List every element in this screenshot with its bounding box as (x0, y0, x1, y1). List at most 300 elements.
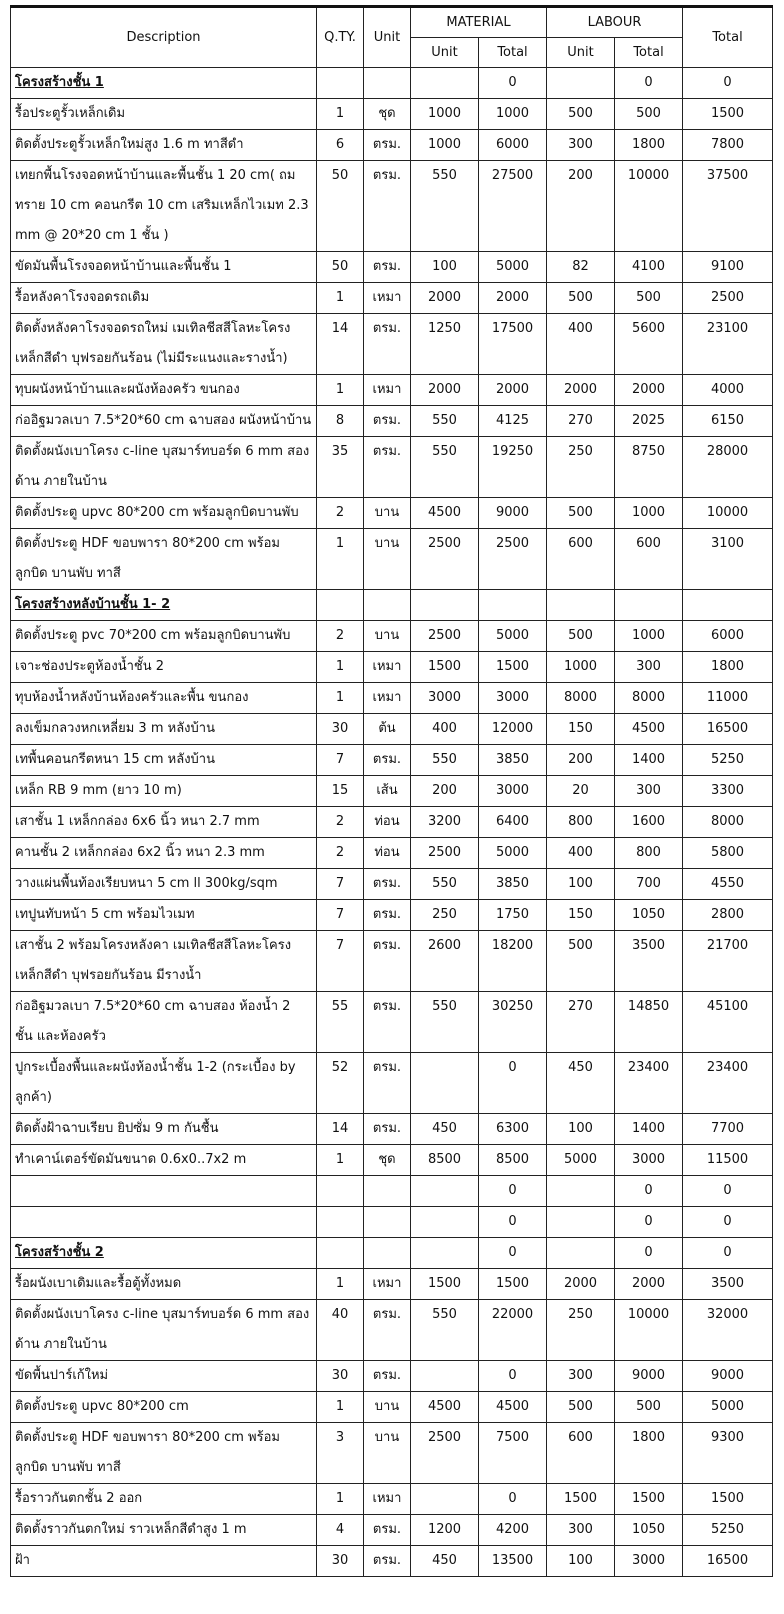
material-unit-cell: 4500 (411, 498, 479, 529)
table-row (11, 869, 773, 900)
labour-unit-cell: 100 (547, 1114, 615, 1145)
labour-unit-cell: 500 (547, 621, 615, 652)
labour-total-cell: 1000 (615, 621, 683, 652)
description-cell: ฝ้า (11, 1546, 317, 1577)
labour-total-cell: 1400 (615, 1114, 683, 1145)
qty-cell: 35 (317, 437, 364, 498)
total-cell: 6150 (683, 406, 773, 437)
header-qty: Q.TY. (317, 7, 364, 68)
material-total-cell (479, 590, 547, 621)
unit-cell: บาน (364, 529, 411, 590)
qty-cell: 1 (317, 1484, 364, 1515)
labour-total-cell: 300 (615, 776, 683, 807)
material-unit-cell: 100 (411, 252, 479, 283)
material-unit-cell (411, 1176, 479, 1207)
labour-total-cell: 3000 (615, 1546, 683, 1577)
labour-total-cell (615, 590, 683, 621)
material-unit-cell: 250 (411, 900, 479, 931)
material-unit-cell: 1250 (411, 314, 479, 375)
unit-cell: ตรม. (364, 161, 411, 252)
unit-cell: บาน (364, 621, 411, 652)
labour-unit-cell: 150 (547, 900, 615, 931)
labour-unit-cell: 150 (547, 714, 615, 745)
material-total-cell: 4125 (479, 406, 547, 437)
material-total-cell: 0 (479, 1053, 547, 1114)
material-unit-cell: 2500 (411, 529, 479, 590)
labour-unit-cell: 500 (547, 99, 615, 130)
unit-cell: บาน (364, 498, 411, 529)
material-total-cell: 5000 (479, 621, 547, 652)
total-cell: 3300 (683, 776, 773, 807)
qty-cell: 2 (317, 807, 364, 838)
table-row (11, 283, 773, 314)
labour-total-cell: 2000 (615, 375, 683, 406)
qty-cell: 1 (317, 683, 364, 714)
material-total-cell: 1500 (479, 652, 547, 683)
labour-unit-cell: 1000 (547, 652, 615, 683)
material-total-cell: 6400 (479, 807, 547, 838)
table-row (11, 437, 773, 498)
labour-total-cell: 500 (615, 99, 683, 130)
labour-unit-cell: 400 (547, 838, 615, 869)
total-cell: 23400 (683, 1053, 773, 1114)
material-total-cell: 18200 (479, 931, 547, 992)
material-unit-cell: 1200 (411, 1515, 479, 1546)
qty-cell: 50 (317, 252, 364, 283)
qty-cell (317, 68, 364, 99)
labour-total-cell: 0 (615, 68, 683, 99)
description-cell: รื้อหลังคาโรงจอดรถเดิม (11, 283, 317, 314)
total-cell: 9100 (683, 252, 773, 283)
material-unit-cell: 1000 (411, 99, 479, 130)
material-total-cell: 3850 (479, 745, 547, 776)
labour-unit-cell: 2000 (547, 1269, 615, 1300)
total-cell: 37500 (683, 161, 773, 252)
labour-unit-cell: 100 (547, 869, 615, 900)
qty-cell: 1 (317, 1145, 364, 1176)
unit-cell: ชุด (364, 1145, 411, 1176)
qty-cell: 2 (317, 498, 364, 529)
total-cell: 1500 (683, 1484, 773, 1515)
total-cell: 16500 (683, 714, 773, 745)
description-cell: ติดตั้งประตู HDF ขอบพารา 80*200 cm พร้อมลูกบิด บานพับ ทาสี (11, 529, 317, 590)
description-cell: เทปูนทับหน้า 5 cm พร้อมไวเมท (11, 900, 317, 931)
qty-cell (317, 1238, 364, 1269)
labour-unit-cell: 1500 (547, 1484, 615, 1515)
unit-cell: ตรม. (364, 252, 411, 283)
labour-total-cell: 1050 (615, 1515, 683, 1546)
labour-unit-cell: 450 (547, 1053, 615, 1114)
material-total-cell: 4200 (479, 1515, 547, 1546)
table-row (11, 1546, 773, 1577)
material-unit-cell: 550 (411, 992, 479, 1053)
labour-unit-cell: 5000 (547, 1145, 615, 1176)
unit-cell: ตรม. (364, 931, 411, 992)
labour-total-cell: 0 (615, 1207, 683, 1238)
qty-cell: 1 (317, 283, 364, 314)
total-cell: 5250 (683, 1515, 773, 1546)
material-unit-cell: 2500 (411, 838, 479, 869)
table-row (11, 1361, 773, 1392)
total-cell: 28000 (683, 437, 773, 498)
material-unit-cell: 1500 (411, 652, 479, 683)
table-row (11, 621, 773, 652)
header-material: MATERIAL (411, 7, 547, 38)
labour-unit-cell: 400 (547, 314, 615, 375)
labour-total-cell: 1050 (615, 900, 683, 931)
unit-cell: ชุด (364, 99, 411, 130)
total-cell: 45100 (683, 992, 773, 1053)
unit-cell: ตรม. (364, 314, 411, 375)
material-total-cell: 7500 (479, 1423, 547, 1484)
material-total-cell: 3850 (479, 869, 547, 900)
unit-cell: บาน (364, 1392, 411, 1423)
material-total-cell: 3000 (479, 776, 547, 807)
labour-unit-cell: 800 (547, 807, 615, 838)
total-cell: 9000 (683, 1361, 773, 1392)
qty-cell: 7 (317, 931, 364, 992)
labour-total-cell: 3000 (615, 1145, 683, 1176)
material-total-cell: 8500 (479, 1145, 547, 1176)
qty-cell: 14 (317, 314, 364, 375)
material-total-cell: 6300 (479, 1114, 547, 1145)
qty-cell: 7 (317, 869, 364, 900)
material-unit-cell (411, 68, 479, 99)
total-cell: 21700 (683, 931, 773, 992)
unit-cell: ต้น (364, 714, 411, 745)
table-row (11, 406, 773, 437)
description-cell: เหล็ก RB 9 mm (ยาว 10 m) (11, 776, 317, 807)
labour-unit-cell (547, 1238, 615, 1269)
description-cell (11, 1176, 317, 1207)
material-total-cell: 2000 (479, 375, 547, 406)
labour-unit-cell: 500 (547, 931, 615, 992)
total-cell: 11500 (683, 1145, 773, 1176)
header-description: Description (11, 7, 317, 68)
unit-cell (364, 1238, 411, 1269)
qty-cell: 6 (317, 130, 364, 161)
description-cell: ก่ออิฐมวลเบา 7.5*20*60 cm ฉาบสอง ห้องน้ำ 2 ชั้น และห้องครัว (11, 992, 317, 1053)
labour-total-cell: 2025 (615, 406, 683, 437)
description-cell: ทุบผนังหน้าบ้านและผนังห้องครัว ขนกอง (11, 375, 317, 406)
material-total-cell: 0 (479, 1176, 547, 1207)
total-cell: 6000 (683, 621, 773, 652)
material-unit-cell: 550 (411, 869, 479, 900)
description-cell: รื้อผนังเบาเดิมและรื้อตู้ทั้งหมด (11, 1269, 317, 1300)
qty-cell: 30 (317, 1361, 364, 1392)
table-row (11, 1300, 773, 1361)
labour-total-cell: 300 (615, 652, 683, 683)
description-cell: ทุบห้องน้ำหลังบ้านห้องครัวและพื้น ขนกอง (11, 683, 317, 714)
qty-cell (317, 590, 364, 621)
table-row (11, 992, 773, 1053)
material-total-cell: 0 (479, 1361, 547, 1392)
table-row (11, 683, 773, 714)
labour-unit-cell: 300 (547, 1515, 615, 1546)
table-header (11, 7, 773, 68)
table-row (11, 314, 773, 375)
total-cell: 2800 (683, 900, 773, 931)
material-unit-cell: 550 (411, 161, 479, 252)
header-unit: Unit (364, 7, 411, 68)
material-unit-cell: 550 (411, 745, 479, 776)
description-cell: ติดตั้งประตู pvc 70*200 cm พร้อมลูกบิดบานพับ (11, 621, 317, 652)
description-cell: ติดตั้งผนังเบาโครง c-line บุสมาร์ทบอร์ด 6 mm สอง ด้าน ภายในบ้าน (11, 437, 317, 498)
qty-cell: 14 (317, 1114, 364, 1145)
description-cell: ติดตั้งประตูรั้วเหล็กใหม่สูง 1.6 m ทาสีดำ (11, 130, 317, 161)
unit-cell: ตรม. (364, 1361, 411, 1392)
qty-cell: 4 (317, 1515, 364, 1546)
labour-total-cell: 800 (615, 838, 683, 869)
total-cell: 32000 (683, 1300, 773, 1361)
unit-cell: เหมา (364, 652, 411, 683)
material-total-cell: 13500 (479, 1546, 547, 1577)
total-cell: 2500 (683, 283, 773, 314)
total-cell: 3100 (683, 529, 773, 590)
unit-cell: ตรม. (364, 1546, 411, 1577)
description-cell: เจาะช่องประตูห้องน้ำชั้น 2 (11, 652, 317, 683)
unit-cell: ตรม. (364, 1053, 411, 1114)
labour-total-cell: 600 (615, 529, 683, 590)
labour-unit-cell: 250 (547, 1300, 615, 1361)
table-row (11, 1176, 773, 1207)
labour-total-cell: 1500 (615, 1484, 683, 1515)
header-total: Total (683, 7, 773, 68)
table-row (11, 529, 773, 590)
table-row (11, 745, 773, 776)
unit-cell: ตรม. (364, 869, 411, 900)
material-unit-cell: 2600 (411, 931, 479, 992)
labour-total-cell: 1800 (615, 130, 683, 161)
description-cell: ติดตั้งราวกันตกใหม่ ราวเหล็กสีดำสูง 1 m (11, 1515, 317, 1546)
material-unit-cell (411, 590, 479, 621)
description-cell: ติดตั้งประตู upvc 80*200 cm (11, 1392, 317, 1423)
unit-cell: เหมา (364, 1484, 411, 1515)
qty-cell: 1 (317, 1269, 364, 1300)
table-body (11, 68, 773, 1577)
qty-cell (317, 1207, 364, 1238)
header-labour: LABOUR (547, 7, 683, 38)
labour-total-cell: 1800 (615, 1423, 683, 1484)
material-total-cell: 1000 (479, 99, 547, 130)
unit-cell: เหมา (364, 1269, 411, 1300)
qty-cell: 30 (317, 1546, 364, 1577)
description-cell: คานชั้น 2 เหล็กกล่อง 6x2 นิ้ว หนา 2.3 mm (11, 838, 317, 869)
total-cell: 7800 (683, 130, 773, 161)
table-row (11, 931, 773, 992)
material-unit-cell: 8500 (411, 1145, 479, 1176)
labour-unit-cell: 270 (547, 992, 615, 1053)
section-header-row (11, 1238, 773, 1269)
table-row (11, 652, 773, 683)
labour-unit-cell: 100 (547, 1546, 615, 1577)
labour-unit-cell: 500 (547, 498, 615, 529)
header-labour-total: Total (615, 38, 683, 68)
total-cell: 5250 (683, 745, 773, 776)
material-unit-cell: 1000 (411, 130, 479, 161)
description-cell: รื้อประตูรั้วเหล็กเดิม (11, 99, 317, 130)
labour-total-cell: 9000 (615, 1361, 683, 1392)
qty-cell: 15 (317, 776, 364, 807)
qty-cell: 50 (317, 161, 364, 252)
labour-total-cell: 0 (615, 1176, 683, 1207)
labour-total-cell: 23400 (615, 1053, 683, 1114)
description-cell: ทำเคาน์เตอร์ขัดมันขนาด 0.6x0..7x2 m (11, 1145, 317, 1176)
material-total-cell: 30250 (479, 992, 547, 1053)
unit-cell: ตรม. (364, 130, 411, 161)
qty-cell: 1 (317, 1392, 364, 1423)
material-total-cell: 0 (479, 1484, 547, 1515)
description-cell: เสาชั้น 1 เหล็กกล่อง 6x6 นิ้ว หนา 2.7 mm (11, 807, 317, 838)
material-total-cell: 19250 (479, 437, 547, 498)
material-total-cell: 1750 (479, 900, 547, 931)
labour-unit-cell: 600 (547, 529, 615, 590)
unit-cell (364, 590, 411, 621)
labour-unit-cell (547, 1176, 615, 1207)
description-cell: ติดตั้งประตู upvc 80*200 cm พร้อมลูกบิดบานพับ (11, 498, 317, 529)
description-cell: เทพื้นคอนกรีตหนา 15 cm หลังบ้าน (11, 745, 317, 776)
total-cell: 3500 (683, 1269, 773, 1300)
table-row (11, 1515, 773, 1546)
material-total-cell: 0 (479, 1207, 547, 1238)
labour-total-cell: 3500 (615, 931, 683, 992)
total-cell: 0 (683, 1207, 773, 1238)
labour-total-cell: 10000 (615, 161, 683, 252)
total-cell: 5800 (683, 838, 773, 869)
material-total-cell: 0 (479, 1238, 547, 1269)
table-row (11, 714, 773, 745)
material-total-cell: 0 (479, 68, 547, 99)
qty-cell: 2 (317, 838, 364, 869)
material-unit-cell: 450 (411, 1114, 479, 1145)
material-total-cell: 2500 (479, 529, 547, 590)
material-unit-cell: 1500 (411, 1269, 479, 1300)
total-cell: 7700 (683, 1114, 773, 1145)
qty-cell: 1 (317, 529, 364, 590)
qty-cell: 1 (317, 99, 364, 130)
labour-total-cell: 8000 (615, 683, 683, 714)
material-unit-cell (411, 1361, 479, 1392)
labour-total-cell: 14850 (615, 992, 683, 1053)
labour-total-cell: 500 (615, 283, 683, 314)
unit-cell: เหมา (364, 375, 411, 406)
total-cell: 8000 (683, 807, 773, 838)
qty-cell: 7 (317, 745, 364, 776)
cost-estimate-sheet (10, 5, 772, 1577)
total-cell: 5000 (683, 1392, 773, 1423)
material-unit-cell: 4500 (411, 1392, 479, 1423)
table-row (11, 776, 773, 807)
material-total-cell: 6000 (479, 130, 547, 161)
description-cell: ลงเข็มกลวงหกเหลี่ยม 3 m หลังบ้าน (11, 714, 317, 745)
material-total-cell: 22000 (479, 1300, 547, 1361)
labour-total-cell: 10000 (615, 1300, 683, 1361)
table-row (11, 161, 773, 252)
table-row (11, 99, 773, 130)
labour-total-cell: 1400 (615, 745, 683, 776)
material-unit-cell: 550 (411, 406, 479, 437)
total-cell: 0 (683, 68, 773, 99)
material-unit-cell: 3000 (411, 683, 479, 714)
material-total-cell: 9000 (479, 498, 547, 529)
labour-unit-cell: 500 (547, 283, 615, 314)
description-cell: ปูกระเบื้องพื้นและผนังห้องน้ำชั้น 1-2 (กระเบื้อง by ลูกค้า) (11, 1053, 317, 1114)
material-total-cell: 5000 (479, 252, 547, 283)
labour-unit-cell: 20 (547, 776, 615, 807)
description-cell: ติดตั้งฝ้าฉาบเรียบ ยิปซั่ม 9 m กันชื้น (11, 1114, 317, 1145)
unit-cell: ท่อน (364, 807, 411, 838)
unit-cell: บาน (364, 1423, 411, 1484)
material-total-cell: 5000 (479, 838, 547, 869)
qty-cell: 8 (317, 406, 364, 437)
material-unit-cell: 200 (411, 776, 479, 807)
material-unit-cell (411, 1053, 479, 1114)
total-cell: 1500 (683, 99, 773, 130)
labour-unit-cell: 8000 (547, 683, 615, 714)
material-unit-cell: 2500 (411, 1423, 479, 1484)
table-row (11, 900, 773, 931)
total-cell (683, 590, 773, 621)
total-cell: 4000 (683, 375, 773, 406)
unit-cell: ตรม. (364, 900, 411, 931)
material-total-cell: 4500 (479, 1392, 547, 1423)
labour-total-cell: 5600 (615, 314, 683, 375)
unit-cell: ตรม. (364, 437, 411, 498)
unit-cell: ตรม. (364, 992, 411, 1053)
description-cell: ติดตั้งผนังเบาโครง c-line บุสมาร์ทบอร์ด 6 mm สอง ด้าน ภายในบ้าน (11, 1300, 317, 1361)
material-unit-cell: 400 (411, 714, 479, 745)
qty-cell: 1 (317, 652, 364, 683)
labour-total-cell: 500 (615, 1392, 683, 1423)
labour-total-cell: 1600 (615, 807, 683, 838)
material-unit-cell: 3200 (411, 807, 479, 838)
description-cell: เทยกพื้นโรงจอดหน้าบ้านและพื้นชั้น 1 20 cm( ถม ทราย 10 cm คอนกรีต 10 cm เสริมเหล็กไวเมท 2.3 mm @ 20*20 cm 1 ชั้น ) (11, 161, 317, 252)
material-unit-cell (411, 1207, 479, 1238)
material-unit-cell: 2000 (411, 375, 479, 406)
material-unit-cell: 550 (411, 1300, 479, 1361)
header-labour-unit: Unit (547, 38, 615, 68)
labour-total-cell: 2000 (615, 1269, 683, 1300)
table-row (11, 1114, 773, 1145)
qty-cell (317, 1176, 364, 1207)
qty-cell: 40 (317, 1300, 364, 1361)
labour-unit-cell: 500 (547, 1392, 615, 1423)
unit-cell (364, 68, 411, 99)
table-row (11, 1484, 773, 1515)
material-total-cell: 17500 (479, 314, 547, 375)
qty-cell: 7 (317, 900, 364, 931)
labour-unit-cell: 2000 (547, 375, 615, 406)
description-cell (11, 1207, 317, 1238)
description-cell: รื้อราวกันตกชั้น 2 ออก (11, 1484, 317, 1515)
table-row (11, 1423, 773, 1484)
description-cell: ติดตั้งหลังคาโรงจอดรถใหม่ เมเทิลชีสสีโลหะโครง เหล็กสีดำ บุฟรอยกันร้อน (ไม่มีระแนงและรางน้ำ) (11, 314, 317, 375)
labour-unit-cell: 250 (547, 437, 615, 498)
table-row (11, 1145, 773, 1176)
unit-cell: ท่อน (364, 838, 411, 869)
labour-total-cell: 4500 (615, 714, 683, 745)
total-cell: 4550 (683, 869, 773, 900)
qty-cell: 52 (317, 1053, 364, 1114)
header-material-total: Total (479, 38, 547, 68)
description-cell: ขัดมันพื้นโรงจอดหน้าบ้านและพื้นชั้น 1 (11, 252, 317, 283)
material-unit-cell (411, 1484, 479, 1515)
table-row (11, 130, 773, 161)
table-row (11, 1053, 773, 1114)
table-row (11, 1269, 773, 1300)
table-row (11, 375, 773, 406)
labour-unit-cell: 600 (547, 1423, 615, 1484)
